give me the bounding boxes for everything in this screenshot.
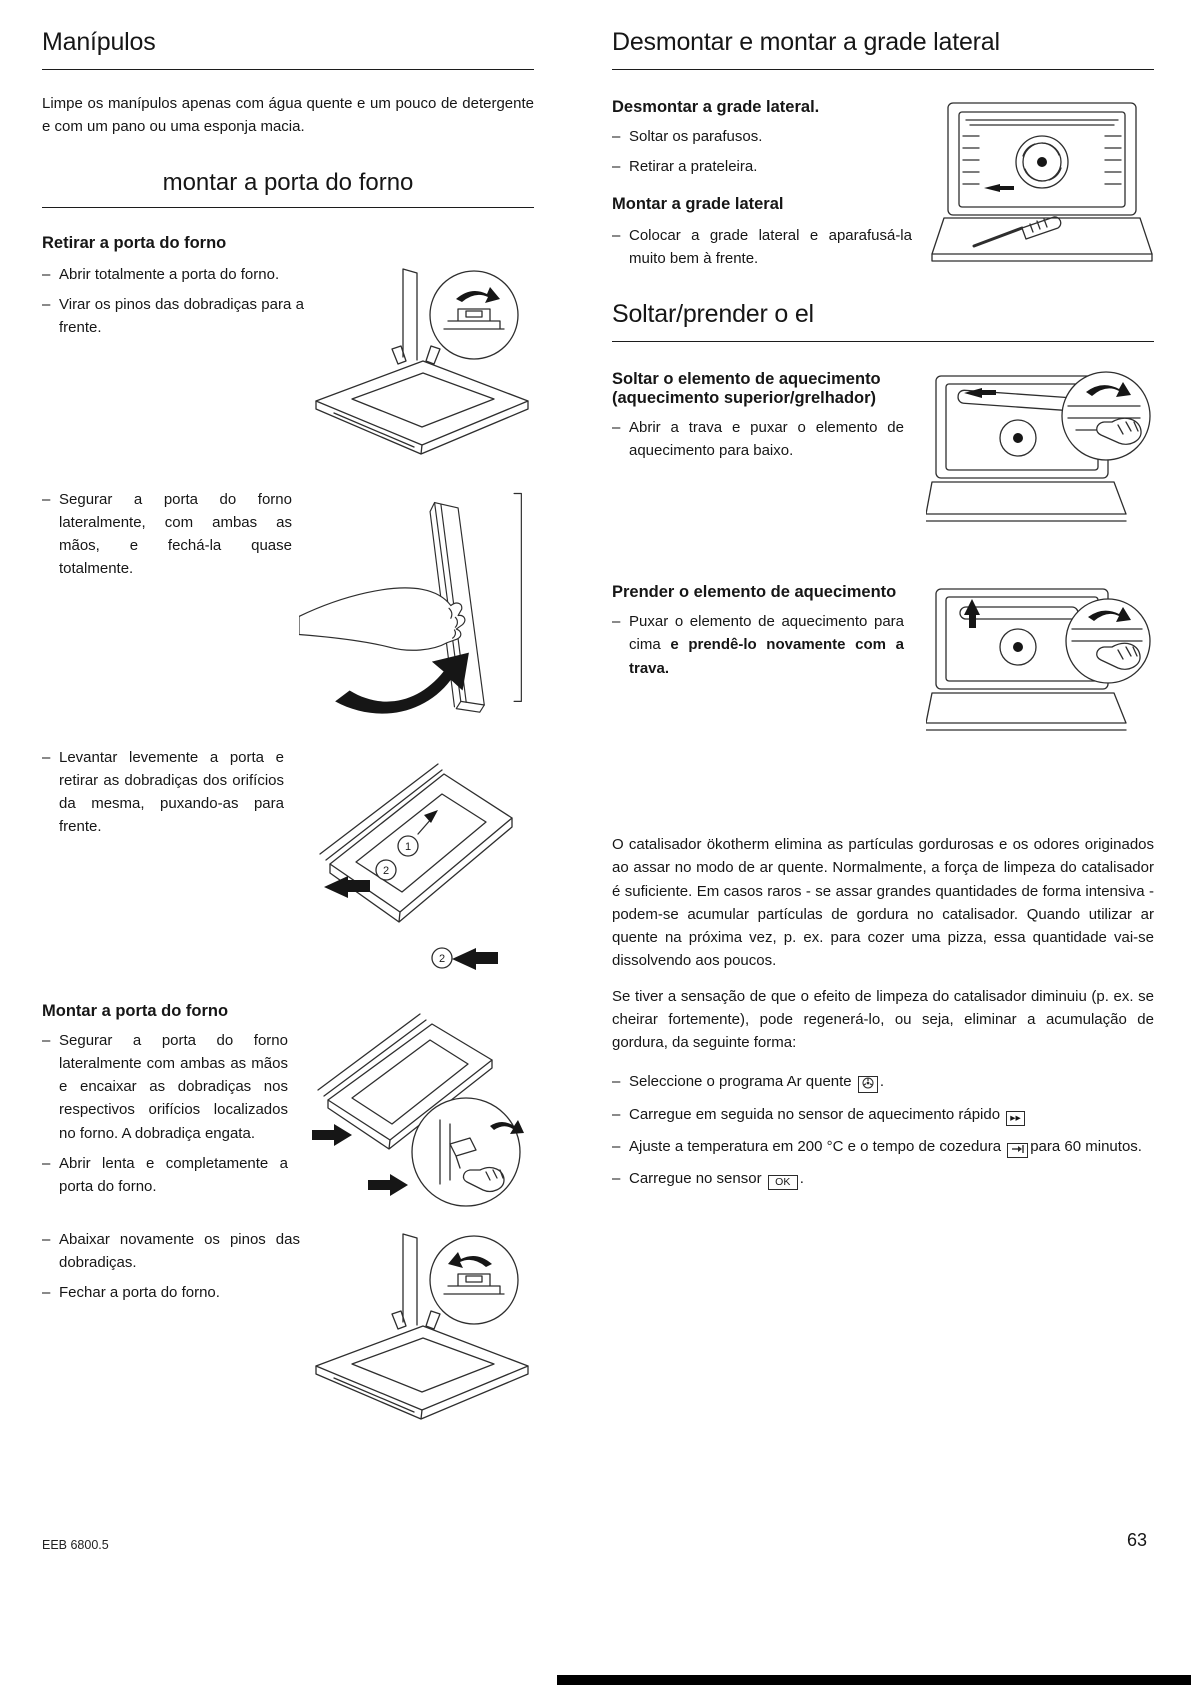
- side-rack-row: [612, 98, 1154, 280]
- illustration-hand-holding-door: [299, 488, 534, 734]
- dash: –: [612, 1105, 621, 1123]
- dash: –: [42, 1031, 51, 1049]
- catalyst-paragraph-2: Se tiver a sensação de que o efeito de limpeza do catalisador diminuiu (p. ex. se cheirar fortemente), pode regenerá-lo, ou seja, eliminar a acumulação de gordura, da seguinte forma:: [612, 987, 1154, 1051]
- instruction-item: – Carregue em seguida no sensor de aquecimento rápido ▸▸: [612, 1103, 1154, 1126]
- dash: –: [612, 1170, 621, 1187]
- illustration-fasten-heating-element: [926, 583, 1154, 738]
- dash: –: [612, 613, 621, 630]
- remove-door-step-row-1: [42, 263, 534, 476]
- instruction-item: – Segurar a porta do forno lateralmente com ambas as mãos e encaixar as dobradiças nos respectivos orifícios localizados no forno. A dobradiça engata.: [42, 1029, 288, 1145]
- subheading-mount-door: Montar a porta do forno: [42, 1001, 229, 1020]
- instruction-item: – Segurar a porta do forno lateralmente, com ambas as mãos, e fechá-la quase totalmente.: [42, 488, 292, 581]
- illustration-door-open-hinge-pins: [306, 263, 534, 476]
- instruction-item: – Carregue no sensor OK .: [612, 1167, 1154, 1190]
- manipulos-paragraph: Limpe os manípulos apenas com água quente e um pouco de detergente e com um pano ou uma esponja macia.: [42, 95, 534, 136]
- dash: –: [42, 265, 51, 283]
- hot-air-icon: [858, 1076, 878, 1093]
- instruction-item: – Soltar os parafusos.: [612, 125, 912, 148]
- remove-door-step-row-3: [42, 746, 534, 994]
- dash: –: [612, 1137, 621, 1155]
- page-number: 63: [1126, 1530, 1147, 1550]
- remove-door-step-row-2: [42, 488, 534, 734]
- subheading-mount-rack: Montar a grade lateral: [612, 194, 784, 213]
- catalyst-paragraph-1: O catalisador ökotherm elimina as partículas gordurosas e os odores originados ao assar no modo de ar quente. Normalmente, a força de limpeza do catalisador é suficiente. Em casos raros - se assar grandes quantidades de forma intensiva - podem-se acumular partículas de gordura no catalisador. Quando utilizar ar quente na próxima vez, p. ex. para cozer uma pizza, essa quantidade vai-se dissolvendo aos poucos.: [612, 836, 1154, 970]
- instruction-item: – Retirar a prateleira.: [612, 155, 912, 178]
- instruction-item: – Abrir totalmente a porta do forno.: [42, 263, 304, 286]
- dash: –: [42, 1154, 51, 1172]
- dash: –: [612, 1073, 621, 1091]
- dash: –: [42, 490, 51, 508]
- dash: –: [612, 128, 621, 145]
- step-label-2: 2: [382, 864, 390, 877]
- step-label-1: 1: [404, 840, 412, 853]
- instruction-item: – Puxar o elemento de aquecimento para cima e prendê-lo novamente com a trava.: [612, 610, 904, 680]
- dash: –: [42, 295, 51, 313]
- dash: –: [42, 748, 51, 766]
- dash: –: [42, 1284, 51, 1301]
- instruction-item: – Virar os pinos das dobradiças para a frente.: [42, 293, 304, 340]
- instruction-item: – Seleccione o programa Ar quente .: [612, 1070, 1154, 1093]
- step-label-2: 2: [438, 952, 446, 965]
- section-title-side-rack: Desmontar e montar a grade lateral: [612, 28, 1154, 70]
- instruction-item: – Abrir a trava e puxar o elemento de aquecimento para baixo.: [612, 416, 904, 463]
- section-title-door: montar a porta do forno: [42, 169, 534, 208]
- ok-sensor-icon: OK: [768, 1175, 798, 1190]
- dash: –: [612, 419, 621, 436]
- right-column: [612, 28, 1154, 1199]
- document-reference: EEB 6800.5: [42, 1538, 109, 1552]
- instruction-item: – Fechar a porta do forno.: [42, 1281, 300, 1304]
- release-element-row: [612, 370, 1154, 538]
- mount-door-step-row-2: [42, 1228, 534, 1441]
- dash: –: [612, 158, 621, 176]
- illustration-door-open-hinge-locked: [306, 1228, 534, 1441]
- fasten-element-row: [612, 583, 1154, 738]
- section-title-heating-element: Soltar/prender o el: [612, 300, 1154, 342]
- instruction-item: – Ajuste a temperatura em 200 °C e o tempo de cozedura para 60 minutos.: [612, 1135, 1154, 1158]
- mount-door-step-row-1: [42, 1002, 534, 1214]
- section-title-manipulos: Manípulos: [42, 28, 534, 70]
- illustration-door-lift-out-numbered: [290, 746, 534, 994]
- instruction-item: – Abrir lenta e completamente a porta do forno.: [42, 1152, 288, 1199]
- left-column: [42, 28, 534, 1441]
- catalyst-steps: [612, 1070, 1154, 1190]
- instruction-item: – Abaixar novamente os pinos das dobradiças.: [42, 1228, 300, 1275]
- dash: –: [612, 226, 621, 244]
- rapid-heating-icon: ▸▸: [1006, 1111, 1025, 1126]
- illustration-release-heating-element: [926, 370, 1154, 538]
- illustration-door-mount-magnifier: [294, 1002, 534, 1214]
- subheading-remove-door: Retirar a porta do forno: [42, 233, 227, 252]
- cook-time-icon: [1007, 1143, 1028, 1158]
- instruction-item: – Colocar a grade lateral e aparafusá-la muito bem à frente.: [612, 224, 912, 271]
- illustration-oven-side-rack-screwdriver: [930, 98, 1154, 280]
- bottom-black-bar: [557, 1675, 1191, 1685]
- instruction-item: – Levantar levemente a porta e retirar as dobradiças dos orifícios da mesma, puxando-as para frente.: [42, 746, 284, 839]
- subheading-fasten-element: Prender o elemento de aquecimento: [612, 583, 897, 601]
- subheading-release-element: Soltar o elemento de aquecimento (aquecimento superior/grelhador): [612, 370, 881, 407]
- dash: –: [42, 1230, 51, 1248]
- subheading-remove-rack: Desmontar a grade lateral.: [612, 98, 820, 116]
